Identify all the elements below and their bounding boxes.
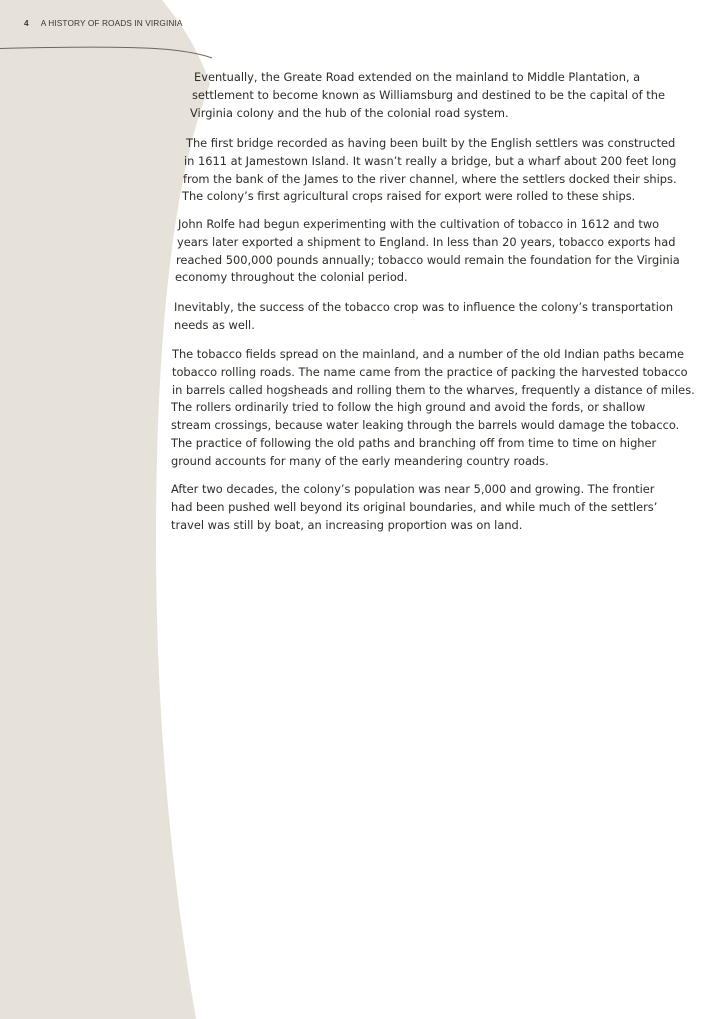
text-line: stream crossings, because water leaking through the barrels would damage the tobacco. bbox=[171, 418, 680, 433]
paragraph-first-bridge bbox=[182, 135, 677, 206]
text-line: needs as well. bbox=[174, 317, 255, 332]
text-line: The first bridge recorded as having been built by the English settlers was constructed bbox=[186, 136, 676, 150]
page-number: 4 bbox=[24, 18, 29, 28]
text-line: travel was still by boat, an increasing proportion was on land. bbox=[171, 517, 523, 532]
text-line: had been pushed well beyond its original boundaries, and while much of the settlers’ bbox=[171, 499, 658, 514]
text-line: The tobacco fields spread on the mainland, and a number of the old Indian paths became bbox=[172, 347, 685, 361]
paragraph-two-decades bbox=[171, 481, 657, 534]
paragraph-tobacco-fields bbox=[172, 346, 695, 471]
text-line: Virginia colony and the hub of the colonial road system. bbox=[190, 105, 509, 120]
text-line: The rollers ordinarily tried to follow the high ground and avoid the fords, or shallow bbox=[171, 400, 646, 415]
text-line: ground accounts for many of the early meandering country roads. bbox=[171, 453, 549, 468]
text-line: from the bank of the James to the river channel, where the settlers docked their ships. bbox=[183, 171, 677, 186]
running-title: A HISTORY OF ROADS IN VIRGINIA bbox=[40, 18, 183, 28]
running-header bbox=[24, 18, 183, 28]
text-line: economy throughout the colonial period. bbox=[175, 270, 408, 285]
text-line: Inevitably, the success of the tobacco crop was to influence the colony’s transportation bbox=[174, 300, 674, 314]
text-line: in 1611 at Jamestown Island. It wasn’t really a bridge, but a wharf about 200 feet long bbox=[184, 153, 677, 168]
text-line: Eventually, the Greate Road extended on the mainland to Middle Plantation, a bbox=[194, 70, 641, 84]
text-line: John Rolfe had begun experimenting with the cultivation of tobacco in 1612 and two bbox=[178, 217, 660, 231]
text-line: settlement to become known as Williamsburg and destined to be the capital of the bbox=[192, 87, 665, 102]
paragraph-inevitably bbox=[174, 299, 673, 335]
text-line: reached 500,000 pounds annually; tobacco would remain the foundation for the Virginia bbox=[176, 252, 680, 267]
paragraph-john-rolfe bbox=[175, 216, 680, 287]
paragraph-greate-road bbox=[192, 69, 665, 122]
text-line: in barrels called hogsheads and rolling them to the wharves, frequently a distance of miles. bbox=[172, 382, 695, 397]
text-line: tobacco rolling roads. The name came from the practice of packing the harvested tobacco bbox=[172, 364, 688, 379]
text-line: The practice of following the old paths and branching off from time to time on higher bbox=[171, 435, 657, 450]
text-line: The colony’s first agricultural crops raised for export were rolled to these ships. bbox=[182, 189, 636, 204]
text-line: After two decades, the colony’s population was near 5,000 and growing. The frontier bbox=[171, 482, 655, 496]
text-line: years later exported a shipment to England. In less than 20 years, tobacco exports had bbox=[177, 234, 676, 249]
